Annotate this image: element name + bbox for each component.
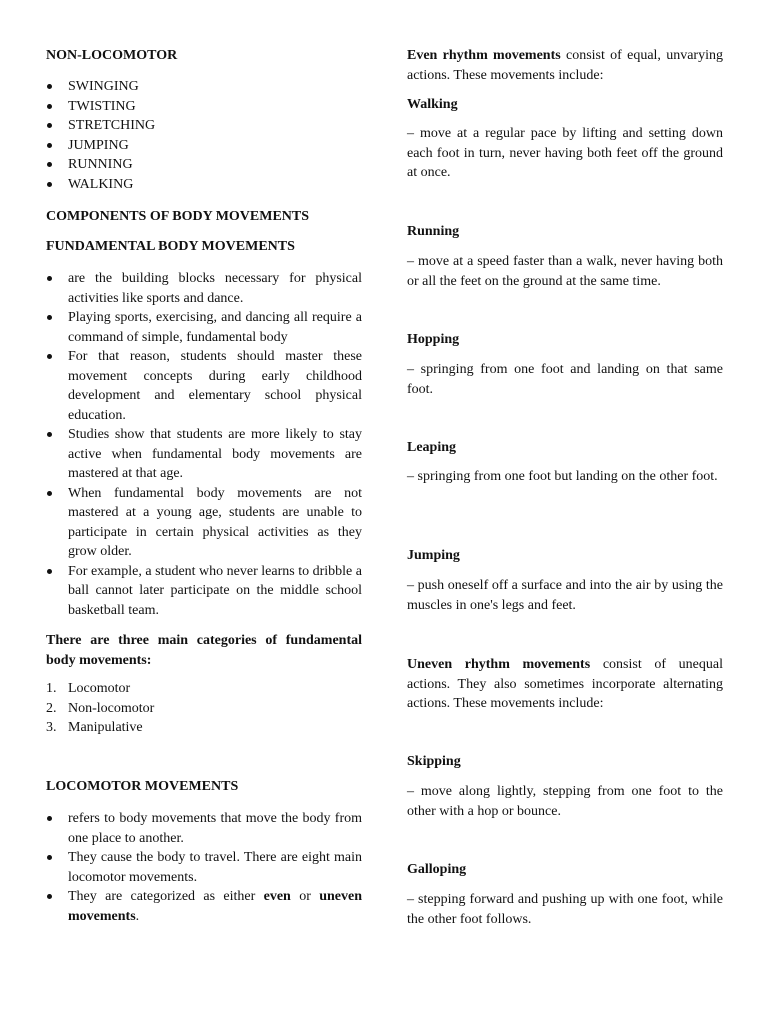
leaping-description: – springing from one foot but landing on the other foot. [407,469,718,484]
jumping-description: – push oneself off a surface and into the air by using the muscles in one's legs and feet. [407,578,723,613]
list-item: refers to body movements that move the body from one place to another. [68,811,362,846]
leaping-title: Leaping [407,440,457,455]
non-locomotor-title: NON-LOCOMOTOR [46,48,178,63]
skipping-description: – move along lightly, stepping from one foot to the other with a hop or bounce. [407,784,723,819]
list-item: WALKING [68,176,134,192]
list-item: Playing sports, exercising, and dancing all require a command of simple, fundamental body [68,310,362,345]
walking-title: Walking [407,97,458,112]
list-item: TWISTING [68,98,136,114]
list-number: 1. [46,681,57,696]
galloping-description: – stepping forward and pushing up with one foot, while the other foot follows. [407,892,723,927]
list-item: 2. Non-locomotor [46,699,362,719]
list-number: 3. [46,720,57,735]
categories-intro: There are three main categories of fundamental body movements: [46,633,362,668]
jumping-title: Jumping [407,548,460,563]
running-title: Running [407,224,460,239]
hopping-title: Hopping [407,332,460,347]
categories-list [46,679,362,738]
list-item: RUNNING [68,157,133,172]
list-item: SWINGING [68,79,139,94]
list-item: When fundamental body movements are not mastered at a young age, students are unable to participate in certain physical activities as they grow older. [68,485,362,559]
skipping-title: Skipping [407,754,461,769]
list-item: For that reason, students should master these movement concepts during early childhood development and elementary school physical education. [68,349,362,423]
galloping-title: Galloping [407,862,467,877]
components-title: COMPONENTS OF BODY MOVEMENTS [46,209,310,224]
even-rhythm-intro: Even rhythm movements consist of equal, unvarying actions. These movements include: [407,48,723,83]
fundamental-title: FUNDAMENTAL BODY MOVEMENTS [46,239,295,254]
list-item: They cause the body to travel. There are eight main locomotor movements. [68,850,362,885]
list-item: Studies show that students are more likely to stay active when fundamental body movements are mastered at that age. [68,427,362,481]
walking-description: – move at a regular pace by lifting and setting down each foot in turn, never having both feet off the ground at once. [407,126,723,180]
locomotor-title: LOCOMOTOR MOVEMENTS [46,779,239,794]
list-item: 3. Manipulative [46,718,362,738]
fundamental-list [46,269,362,620]
list-item: STRETCHING [68,118,156,133]
list-number: 2. [46,700,57,716]
non-locomotor-list [46,77,362,194]
uneven-rhythm-intro: Uneven rhythm movements consist of unequal actions. They also sometimes incorporate alternating actions. These movements include: [407,657,723,711]
list-item: JUMPING [68,137,129,153]
list-item: They are categorized as either even or uneven movements. [68,889,362,924]
locomotor-list [46,809,362,926]
list-item: 1. Locomotor [46,679,362,699]
list-item: are the building blocks necessary for physical activities like sports and dance. [68,271,362,306]
running-description: – move at a speed faster than a walk, never having both or all the feet on the ground at the same time. [407,254,723,289]
list-item: For example, a student who never learns to dribble a ball cannot later participate on the middle school basketball team. [68,563,362,618]
hopping-description: – springing from one foot and landing on that same foot. [407,362,723,397]
